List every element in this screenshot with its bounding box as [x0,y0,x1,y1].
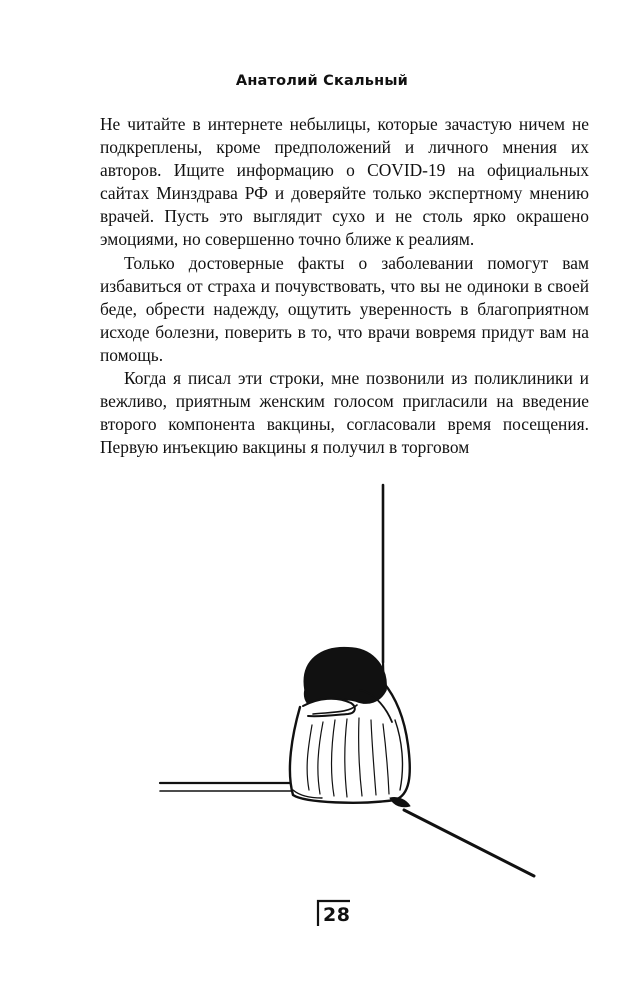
paragraph-3: Когда я писал эти строки, мне позвонили из поликлиники и вежливо, приятным женским голосом пригласили на введение второго компонента вакцины, согласовали время посещения. Первую инъекцию вакцины я получил в торговом [100,368,589,458]
illustration-sitting-figure [0,478,644,878]
huddled-figure-drawing [290,648,410,807]
page-number: 28 [323,904,351,926]
paragraph-1: Не читайте в интернете небылицы, которые зачастую ничем не подкреплены, кроме предположений и личного мнения их авторов. Ищите информацию о COVID-19 на официальных сайтах Минздрава РФ и доверяйте только экспертному мнению врачей. Пусть это выглядит сухо и не столь ярко окрашено эмоциями, но совершенно точно ближе к реалиям. [100,114,589,250]
paragraph-2: Только достоверные факты о заболевании помогут вам избавиться от страха и почувствовать, что вы не одиноки в своей беде, обрести надежду, ощутить уверенность в благоприятном исходе болезни, поверить в то, что врачи вовремя придут вам на помощь. [100,252,589,365]
page-number-block [307,898,357,928]
body-text [100,113,589,459]
running-head-author: Анатолий Скальный [235,73,409,89]
